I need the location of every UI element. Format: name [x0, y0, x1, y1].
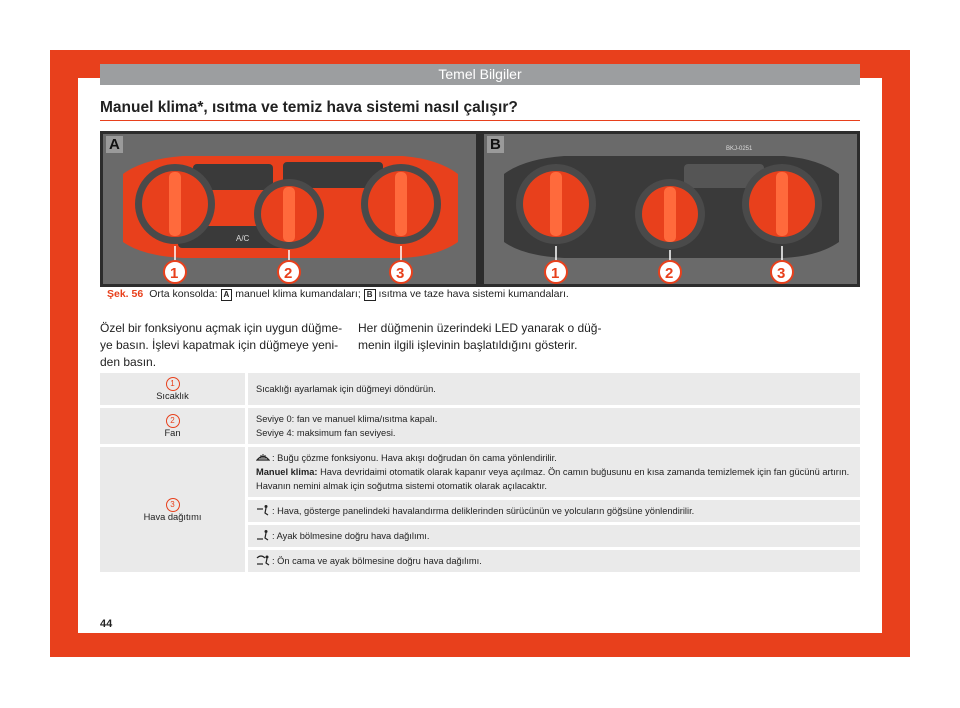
callout-b-1: 1: [551, 265, 560, 282]
description-line: Hava devridaimi otomatik olarak kapanır veya açılmaz. Ön camın buğusunu en kısa zamanda temizlemek için fan gücünü artırın. Havanın nemini almak için soğutma sistemi otomatik olarak açılacaktır.: [256, 467, 850, 491]
row-number-badge: 3: [166, 498, 180, 512]
caption-figure-number: Şek. 56: [107, 288, 144, 300]
page-title: Manuel klima*, ısıtma ve temiz hava sistemi nasıl çalışır?: [100, 99, 518, 116]
figure-56: [100, 131, 860, 287]
windshield-defrost-icon: [256, 451, 270, 463]
callout-b-2: 2: [665, 265, 674, 282]
row-description: [248, 447, 860, 497]
panel-a-label: A: [106, 136, 123, 153]
table-row: [100, 408, 860, 444]
figure-caption: [107, 288, 569, 301]
row-description: [248, 408, 860, 444]
description-bold-label: Manuel klima:: [256, 467, 318, 477]
panel-b-heating-fresh-air: [484, 134, 857, 284]
description-line: : Buğu çözme fonksiyonu. Hava akışı doğrudan ön cama yönlendirilir.: [272, 453, 557, 463]
row-label: Hava dağıtımı: [143, 511, 202, 522]
page-number: 44: [100, 618, 113, 630]
figure-code: BKJ-0251: [726, 146, 753, 152]
row-description: [248, 550, 860, 572]
description-line: : Hava, gösterge panelindeki havalandırma deliklerinden sürücünün ve yolcuların göğsüne yönlendirilir.: [272, 506, 695, 516]
air-to-chest-icon: [256, 504, 270, 516]
row-label-cell: [100, 373, 248, 405]
section-header: Temel Bilgiler: [100, 64, 860, 85]
panel-a-illustration: [103, 134, 476, 284]
description-line: : Ayak bölmesine doğru hava dağılımı.: [272, 531, 430, 541]
panel-b-label: B: [487, 136, 504, 153]
caption-box-b: B: [364, 289, 376, 301]
callout-1: 1: [170, 265, 179, 282]
body-paragraph-1: Özel bir fonksiyonu açmak için uygun düğme- ye basın. İşlevi kapatmak için düğmeye yeni- den basın.: [100, 321, 343, 369]
row-label: Sıcaklık: [156, 391, 189, 401]
row-description: [248, 373, 860, 405]
row-number-badge: 2: [166, 414, 180, 428]
controls-table: [100, 370, 860, 575]
row-number-badge: 1: [166, 377, 180, 391]
table-row: [100, 373, 860, 405]
row-label: Fan: [164, 428, 181, 438]
row-label-cell: [100, 447, 248, 572]
description-line: Seviye 4: maksimum fan seviyesi.: [256, 428, 396, 438]
row-description: [248, 500, 860, 522]
caption-a-text: manuel klima kumandaları;: [235, 288, 361, 300]
description-line: Seviye 0: fan ve manuel klima/ısıtma kapalı.: [256, 414, 438, 424]
row-label-cell: [100, 408, 248, 444]
ac-label: A/C: [236, 234, 250, 243]
description-line: : Ön cama ve ayak bölmesine doğru hava dağılımı.: [272, 556, 482, 566]
description-line: Sıcaklığı ayarlamak için düğmeyi döndürün.: [256, 384, 436, 394]
panel-a-manual-climate: [103, 134, 476, 284]
callout-2: 2: [284, 265, 293, 282]
row-description: [248, 525, 860, 547]
callout-3: 3: [396, 265, 405, 282]
title-divider: [100, 120, 860, 121]
panel-b-illustration: [484, 134, 857, 284]
air-to-feet-icon: [256, 529, 270, 541]
body-paragraph-2: Her düğmenin üzerindeki LED yanarak o düğ- menin ilgili işlevinin başlatıldığını gösterir.: [358, 321, 602, 352]
air-to-windshield-and-feet-icon: [256, 554, 270, 566]
caption-prefix: Orta konsolda:: [149, 288, 218, 300]
caption-b-text: ısıtma ve taze hava sistemi kumandaları.: [378, 288, 569, 300]
callout-b-3: 3: [777, 265, 786, 282]
caption-box-a: A: [221, 289, 233, 301]
table-row: [100, 447, 860, 497]
